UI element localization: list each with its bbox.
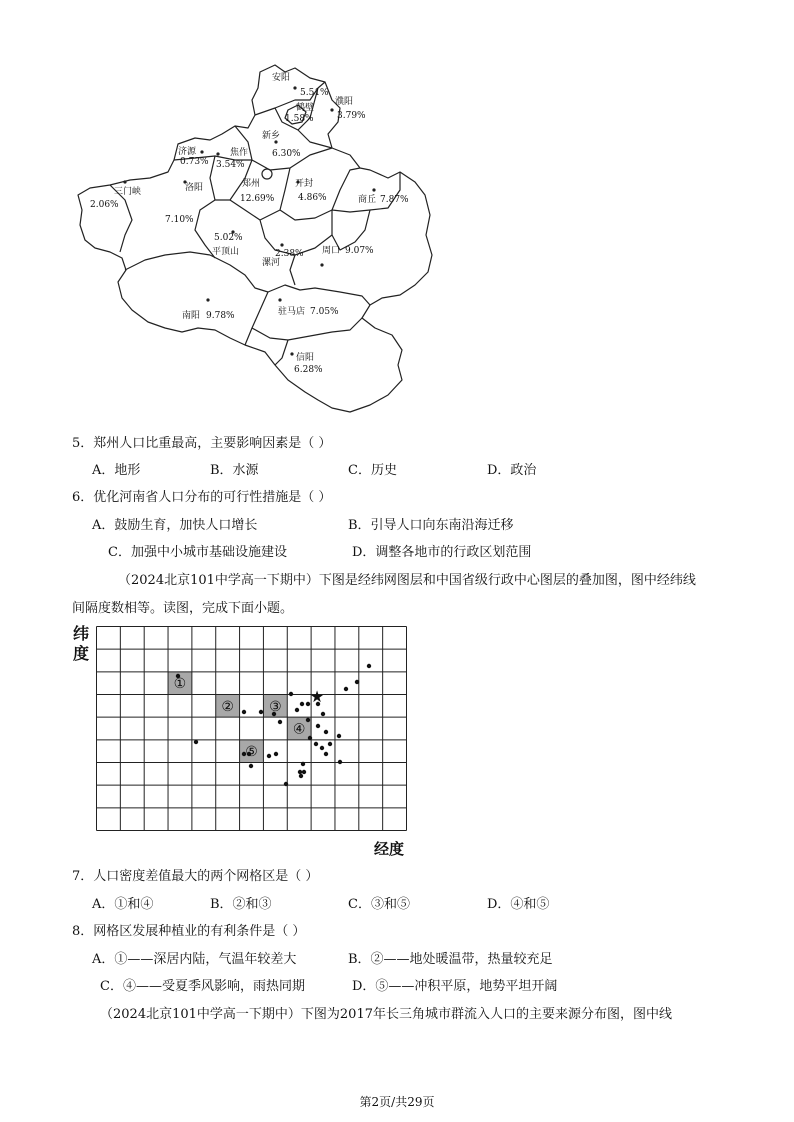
grid-cell-label: ① <box>173 676 187 693</box>
provincial-capital-dot <box>284 782 288 786</box>
map-label-nanyang: 南阳 <box>182 311 201 321</box>
map-pct-zhengzhou: 12.69% <box>240 194 275 204</box>
provincial-capital-dot <box>242 710 246 714</box>
q7-option-a[interactable]: A．①和④ <box>92 897 154 912</box>
provincial-capital-dot <box>289 692 293 696</box>
q6-option-c[interactable]: C．加强中小城市基础设施建设 <box>108 545 287 560</box>
map-label-jiyuan: 济源 <box>178 147 197 157</box>
zhengzhou-capital-marker <box>262 169 272 179</box>
map-pct-shangqiu: 7.87% <box>380 195 409 205</box>
map-label-xinyang: 信阳 <box>296 353 315 363</box>
provincial-capital-dot <box>324 730 328 734</box>
question-8-stem: 8．网格区发展种植业的有利条件是（ ） <box>72 924 306 939</box>
provincial-capital-dot <box>300 702 304 706</box>
map-pct-pingdingshan: 5.02% <box>214 233 243 243</box>
provincial-capital-dot <box>295 708 299 712</box>
question-7-stem: 7．人口密度差值最大的两个网格区是（ ） <box>72 869 319 884</box>
intro-grid-line1: （2024北京101中学高一下期中）下图是经纬网图层和中国省级行政中心图层的叠加图，图中经纬线 <box>118 573 696 588</box>
henan-population-map <box>70 60 450 420</box>
provincial-capital-dot <box>355 680 359 684</box>
page-footer: 第2页/共29页 <box>359 1095 435 1109</box>
map-pct-anyang: 5.51% <box>300 88 329 98</box>
provincial-capital-dot <box>314 742 318 746</box>
map-pct-hebi: 1.58% <box>285 114 314 124</box>
map-label-pingdingshan: 平顶山 <box>212 247 240 257</box>
map-pct-xinxiang: 6.30% <box>272 149 301 159</box>
provincial-capital-dot <box>308 736 312 740</box>
provincial-capital-dot <box>249 764 253 768</box>
q8-option-a[interactable]: A．①——深居内陆，气温年较差大 <box>92 952 297 967</box>
map-pct-xinyang: 6.28% <box>294 365 323 375</box>
map-label-kaifeng: 开封 <box>295 179 314 189</box>
provincial-capital-dot <box>337 734 341 738</box>
map-pct-nanyang: 9.78% <box>206 311 235 321</box>
map-pct-zhoukou: 9.07% <box>345 246 374 256</box>
grid-cell-label: ③ <box>269 698 282 715</box>
intro-yangtze-line1: （2024北京101中学高一下期中）下图为2017年长三角城市群流入人口的主要来源分布图，图中线 <box>100 1007 672 1022</box>
intro-grid-line2: 间隔度数相等。读图，完成下面小题。 <box>72 601 294 616</box>
grid-ylabel-2: 度 <box>73 644 90 663</box>
q5-option-b[interactable]: B．水源 <box>210 463 259 478</box>
provincial-capital-dot <box>259 710 263 714</box>
map-pct-sanmenxia: 2.06% <box>90 200 119 210</box>
q6-option-b[interactable]: B．引导人口向东南沿海迁移 <box>348 518 514 533</box>
grid-ylabel <box>73 624 89 664</box>
q6-option-d[interactable]: D．调整各地市的行政区划范围 <box>352 545 532 560</box>
capital-star-icon: ★ <box>309 687 325 706</box>
map-label-zhoukou: 周口 <box>322 246 341 256</box>
q5-option-c[interactable]: C．历史 <box>348 463 397 478</box>
map-label-jiaozuo: 焦作 <box>230 148 249 158</box>
map-label-sanmenxia: 三门峡 <box>114 187 142 197</box>
map-pct-jiaozuo: 3.54% <box>216 160 245 170</box>
provincial-capital-dot <box>274 752 278 756</box>
map-pct-zhumadian: 7.05% <box>310 307 339 317</box>
grid-cell-label: ④ <box>292 721 306 738</box>
question-5-stem: 5．郑州人口比重最高，主要影响因素是（ ） <box>72 436 332 451</box>
grid-xlabel: 经度 <box>374 840 405 858</box>
provincial-capital-dot <box>320 746 324 750</box>
map-label-xinxiang: 新乡 <box>262 131 281 141</box>
grid-cell-label: ② <box>221 698 234 715</box>
provincial-capital-dot <box>267 754 271 758</box>
q6-option-a[interactable]: A．鼓励生育，加快人口增长 <box>92 518 258 533</box>
provincial-capital-dot <box>321 712 325 716</box>
map-pct-kaifeng: 4.86% <box>298 193 327 203</box>
grid-cell-label: ⑤ <box>245 744 258 761</box>
provincial-capital-dot <box>302 770 306 774</box>
map-pct-jiyuan: 0.73% <box>180 157 209 167</box>
map-label-luohe: 漯河 <box>262 258 281 268</box>
map-outline <box>78 65 432 412</box>
lat-lon-grid <box>96 626 407 831</box>
provincial-capital-dot <box>299 774 303 778</box>
map-label-zhengzhou: 郑州 <box>242 179 261 189</box>
map-label-hebi: 鹤壁 <box>296 103 315 113</box>
grid-ylabel-1: 纬 <box>73 624 90 643</box>
provincial-capital-dot <box>278 720 282 724</box>
provincial-capital-dot <box>328 742 332 746</box>
map-label-shangqiu: 商丘 <box>358 195 377 205</box>
provincial-capital-dot <box>301 762 305 766</box>
map-pct-luohe: 2.38% <box>275 249 304 259</box>
provincial-capital-dot <box>298 770 302 774</box>
provincial-capital-dot <box>367 664 371 668</box>
map-label-puyang: 濮阳 <box>335 97 354 107</box>
q5-option-a[interactable]: A．地形 <box>92 463 141 478</box>
map-label-luoyang: 洛阳 <box>185 183 204 193</box>
q8-option-c[interactable]: C．④——受夏季风影响，雨热同期 <box>100 979 305 994</box>
map-pct-puyang: 3.79% <box>337 111 366 121</box>
provincial-capital-dot <box>344 687 348 691</box>
q7-option-d[interactable]: D．④和⑤ <box>487 897 550 912</box>
provincial-capital-dot <box>316 724 320 728</box>
q8-option-b[interactable]: B．②——地处暖温带，热量较充足 <box>348 952 553 967</box>
q7-option-b[interactable]: B．②和③ <box>210 897 272 912</box>
provincial-capital-dot <box>324 752 328 756</box>
map-label-anyang: 安阳 <box>272 73 291 83</box>
q8-option-d[interactable]: D．⑤——冲积平原，地势平坦开阔 <box>352 979 558 994</box>
map-label-zhumadian: 驻马店 <box>278 307 306 317</box>
question-6-stem: 6．优化河南省人口分布的可行性措施是（ ） <box>72 490 332 505</box>
provincial-capital-dot <box>306 718 310 722</box>
provincial-capital-dot <box>194 740 198 744</box>
map-pct-luoyang: 7.10% <box>165 215 194 225</box>
q5-option-d[interactable]: D．政治 <box>487 463 537 478</box>
provincial-capital-dot <box>338 760 342 764</box>
q7-option-c[interactable]: C．③和⑤ <box>348 897 410 912</box>
